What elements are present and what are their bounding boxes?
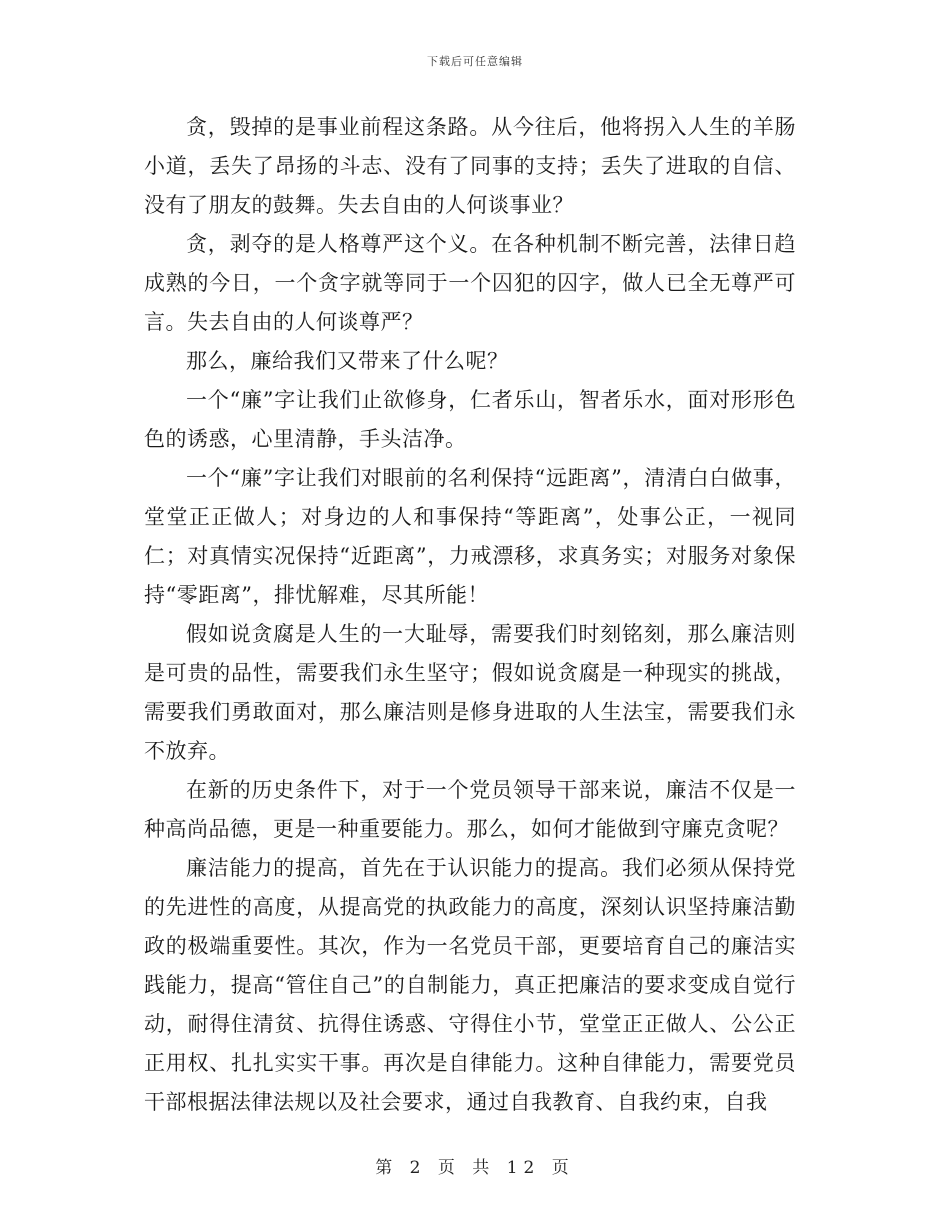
paragraph: 廉洁能力的提高，首先在于认识能力的提高。我们必须从保持党的先进性的高度，从提高党的执政能力的高度，深刻认识坚持廉洁勤政的极端重要性。其次，作为一名党员干部，更要培育自己的廉洁实践能力，提高“管住自己”的自制能力，真正把廉洁的要求变成自觉行动，耐得住清贫、抗得住诱惑、守得住小节，堂堂正正做人、公公正正用权、扎扎实实干事。再次是自律能力。这种自律能力，需要党员干部根据法律法规以及社会要求，通过自我教育、自我约束，自我 [144, 856, 796, 1114]
page-number-footer: 第 2 页 共 12 页 [375, 1158, 575, 1178]
paragraph: 一个“廉”字让我们止欲修身，仁者乐山，智者乐水，面对形形色色的诱惑，心里清静，手头洁净。 [144, 388, 796, 451]
paragraph: 贪，毁掉的是事业前程这条路。从今往后，他将拐入人生的羊肠小道，丢失了昂扬的斗志、没有了同事的支持；丢失了进取的自信、没有了朋友的鼓舞。失去自由的人何谈事业？ [144, 115, 796, 217]
paragraph: 在新的历史条件下，对于一个党员领导干部来说，廉洁不仅是一种高尚品德，更是一种重要能力。那么，如何才能做到守廉克贪呢？ [144, 778, 796, 841]
paragraph: 贪，剥夺的是人格尊严这个义。在各种机制不断完善，法律日趋成熟的今日，一个贪字就等同于一个囚犯的囚字，做人已全无尊严可言。失去自由的人何谈尊严？ [144, 232, 796, 334]
document-body [144, 108, 796, 1122]
paragraph: 那么，廉给我们又带来了什么呢？ [186, 349, 509, 373]
paragraph: 假如说贪腐是人生的一大耻辱，需要我们时刻铭刻，那么廉洁则是可贵的品性，需要我们永生坚守；假如说贪腐是一种现实的挑战，需要我们勇敢面对，那么廉洁则是修身进取的人生法宝，需要我们永不放弃。 [144, 622, 796, 763]
paragraph: 一个“廉”字让我们对眼前的名利保持“远距离”，清清白白做事，堂堂正正做人；对身边的人和事保持“等距离”，处事公正，一视同仁；对真情实况保持“近距离”，力戒漂移，求真务实；对服务对象保持“零距离”，排忧解难，尽其所能！ [144, 466, 796, 607]
page-header: 下载后可任意编辑 [427, 55, 523, 68]
